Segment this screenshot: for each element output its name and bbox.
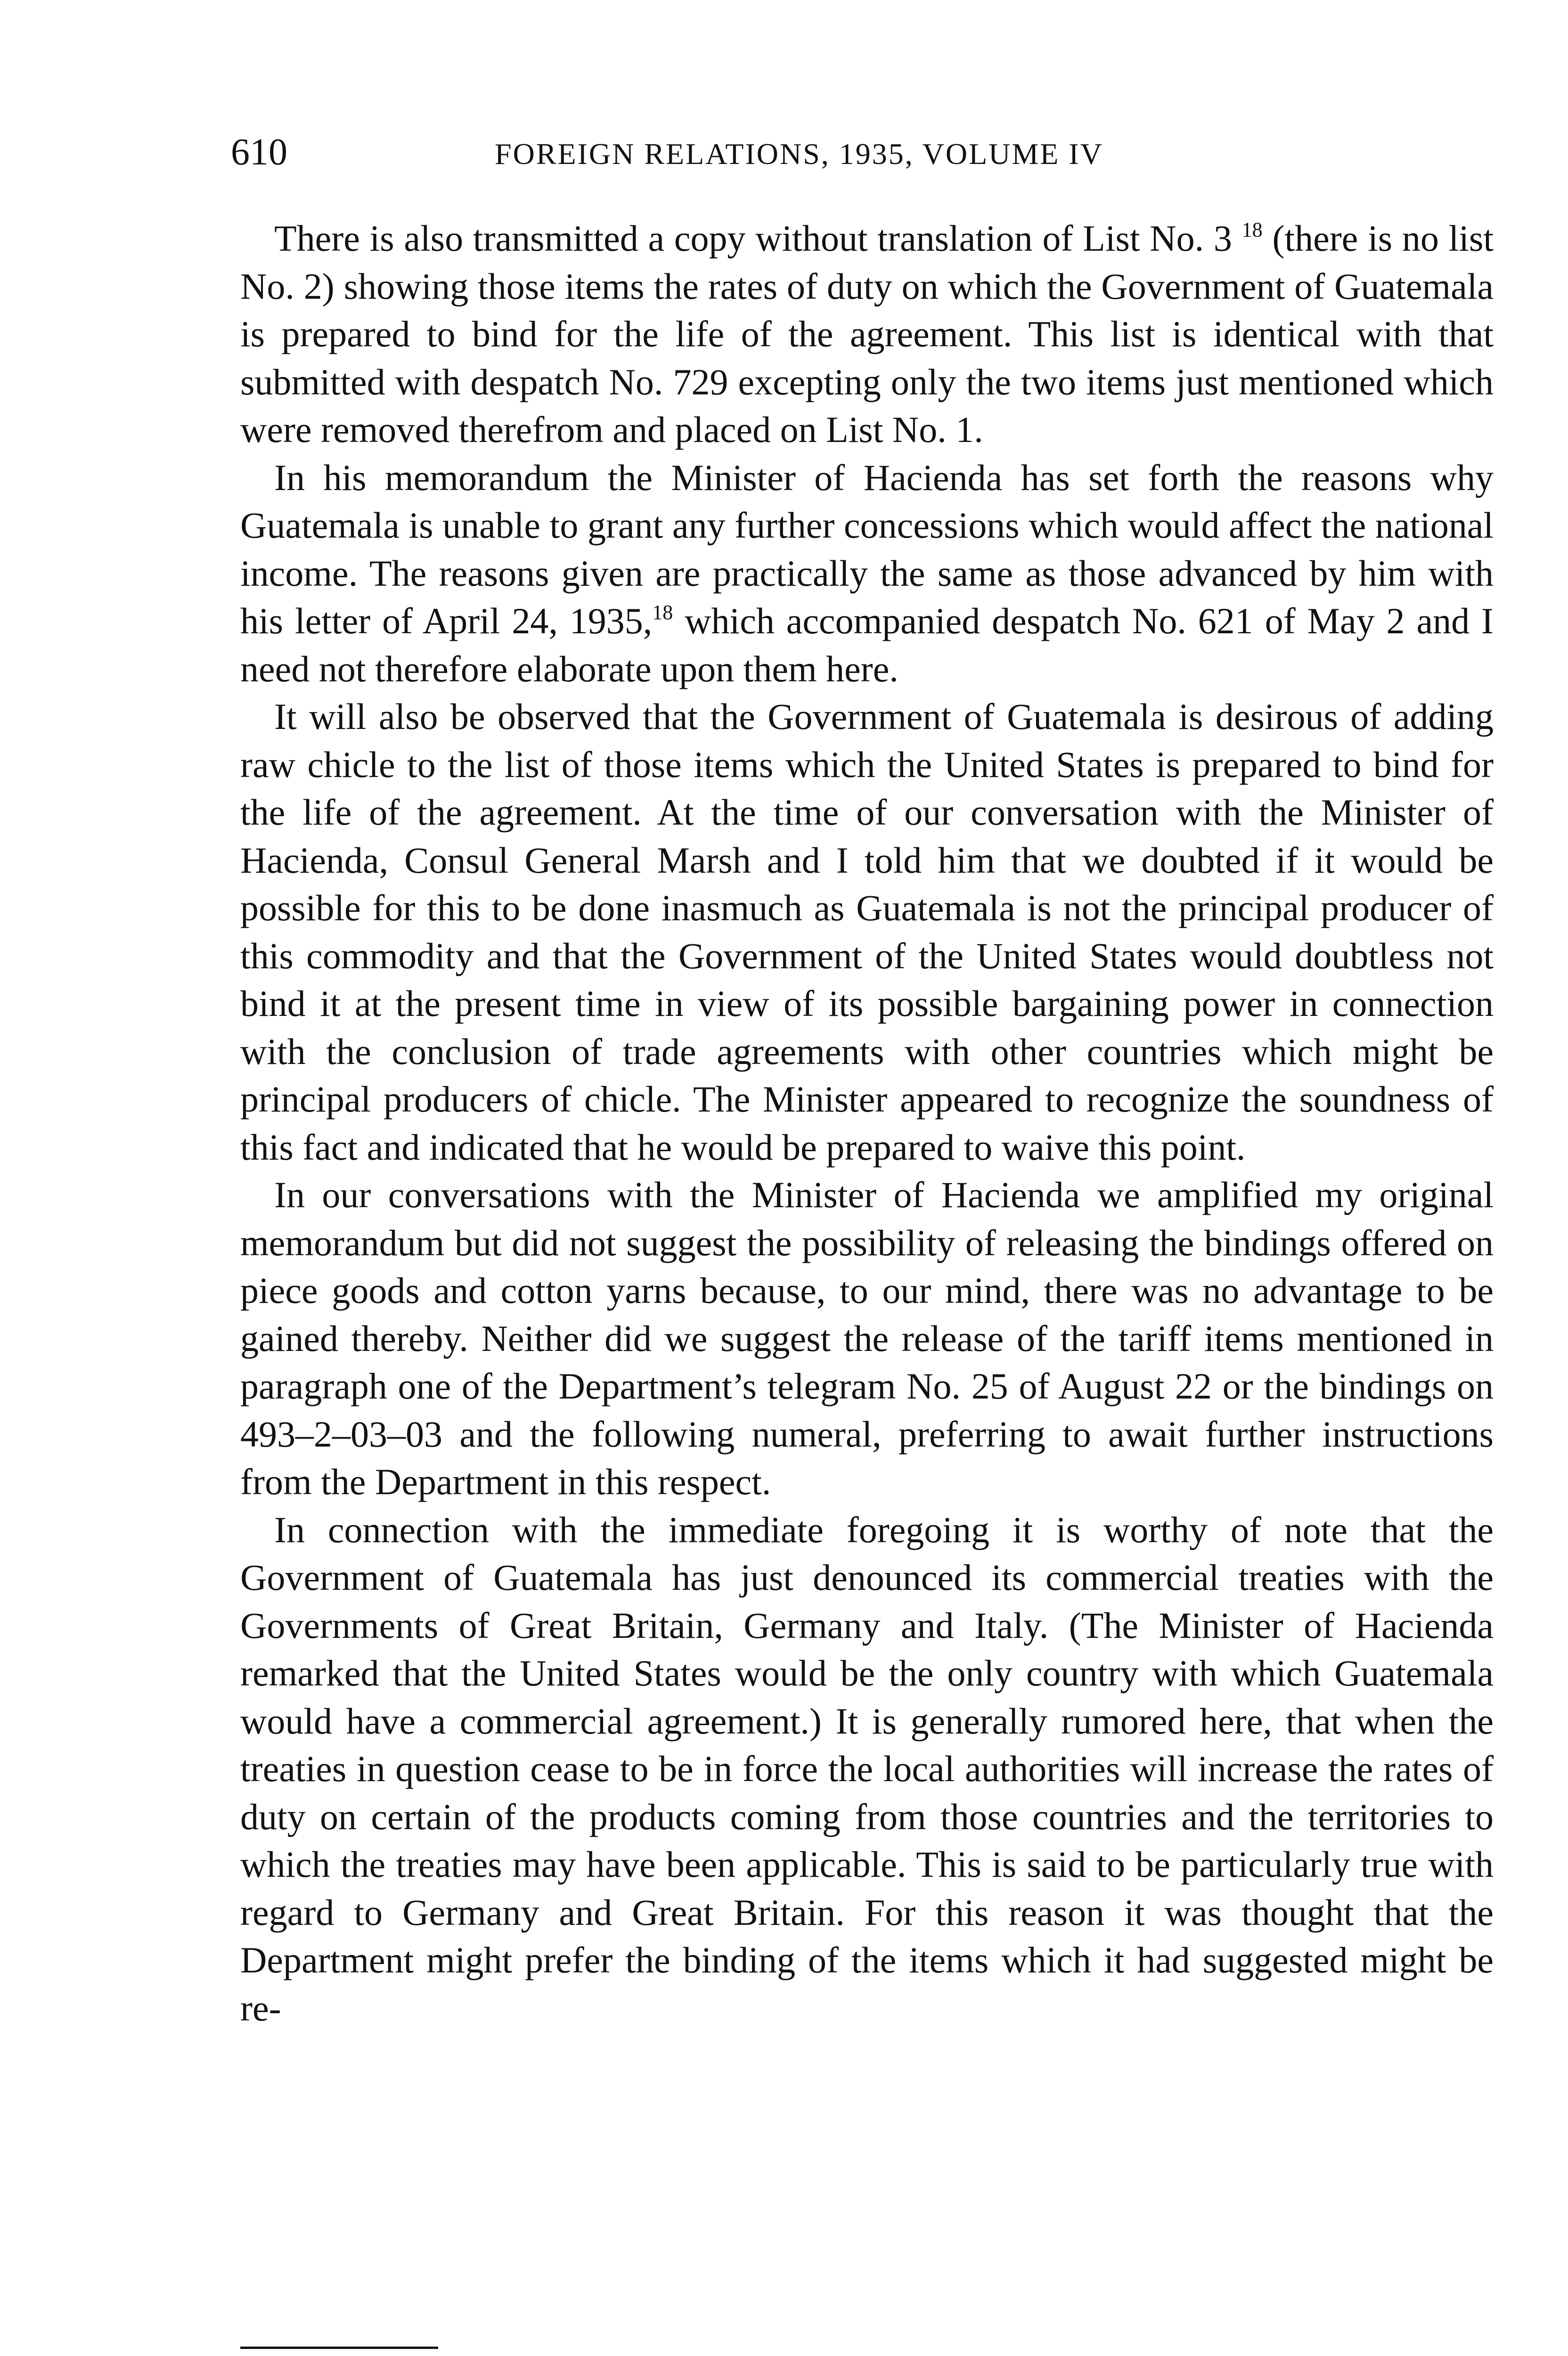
paragraph-raw-chicle [240,693,1494,1171]
paragraph-minister-memorandum [240,454,1494,693]
paragraph-list-no-3 [240,214,1494,454]
page-header [231,126,1484,178]
footnote-reference: 18 [1241,218,1263,241]
running-title: FOREIGN RELATIONS, 1935, VOLUME IV [495,137,1103,171]
paragraph-commercial-treaties [240,1506,1494,2032]
paragraph-amplified-memorandum [240,1171,1494,1506]
paragraph-text: In connection with the immediate foregoing it is worthy of note that the Government of Guatemala has just denounced its commercial treaties with the Governments of Great Britain, Germany and Italy. (The Minister of Hacienda remarked that the United States would be the only country with which Guatemala would have a commercial agreement.) It is generally rumored here, that when the treaties in question cease to be in force the local authorities will increase the rates of duty on certain of the products coming from those countries and the territories to which the treaties may have been applicable. This is said to be particularly true with regard to Germany and Great Britain. For this reason it was thought that the Department might prefer the binding of the items which it had suggested might be re- [240,1509,1494,2029]
document-body [240,214,1494,2032]
paragraph-text: In our conversations with the Minister of Hacienda we amplified my original memorandum but did not suggest the possibility of releasing the bindings offered on piece goods and cotton yarns because, to our mind, there was no advantage to be gained thereby. Neither did we suggest the release of the tariff items mentioned in paragraph one of the Department’s telegram No. 25 of August 22 or the bindings on 493–2–03–03 and the following numeral, preferring to await further instructions from the Department in this respect. [240,1174,1494,1502]
paragraph-text: which accompanied despatch No. 621 of May 2 and I need not therefore elaborate upon them here. [240,600,1494,689]
footnote-divider [240,2347,438,2349]
paragraph-text: There is also transmitted a copy without translation of List No. 3 [274,218,1242,259]
paragraph-text: In his memorandum the Minister of Hacienda has set forth the reasons why Guatemala is unable to grant any further concessions which would affect the national income. The reasons given are practically the same as those advanced by him with his letter of April 24, 1935, [240,457,1494,641]
footnote-reference: 18 [652,601,673,624]
page-number: 610 [231,131,287,173]
paragraph-text: (there is no list No. 2) showing those items the rates of duty on which the Government of Guatemala is prepared to bind for the life of the agreement. This list is identical with that submitted with despatch No. 729 excepting only the two items just mentioned which were removed therefrom and placed on List No. 1. [240,218,1494,450]
paragraph-text: It will also be observed that the Government of Guatemala is desirous of adding raw chicle to the list of those items which the United States is prepared to bind for the life of the agreement. At the time of our conversation with the Minister of Hacienda, Consul General Marsh and I told him that we doubted if it would be possible for this to be done inasmuch as Guatemala is not the principal producer of this commodity and that the Government of the United States would doubtless not bind it at the present time in view of its possible bargaining power in connection with the conclusion of trade agreements with other countries which might be principal producers of chicle. The Minister appeared to recognize the soundness of this fact and indicated that he would be prepared to waive this point. [240,696,1494,1168]
